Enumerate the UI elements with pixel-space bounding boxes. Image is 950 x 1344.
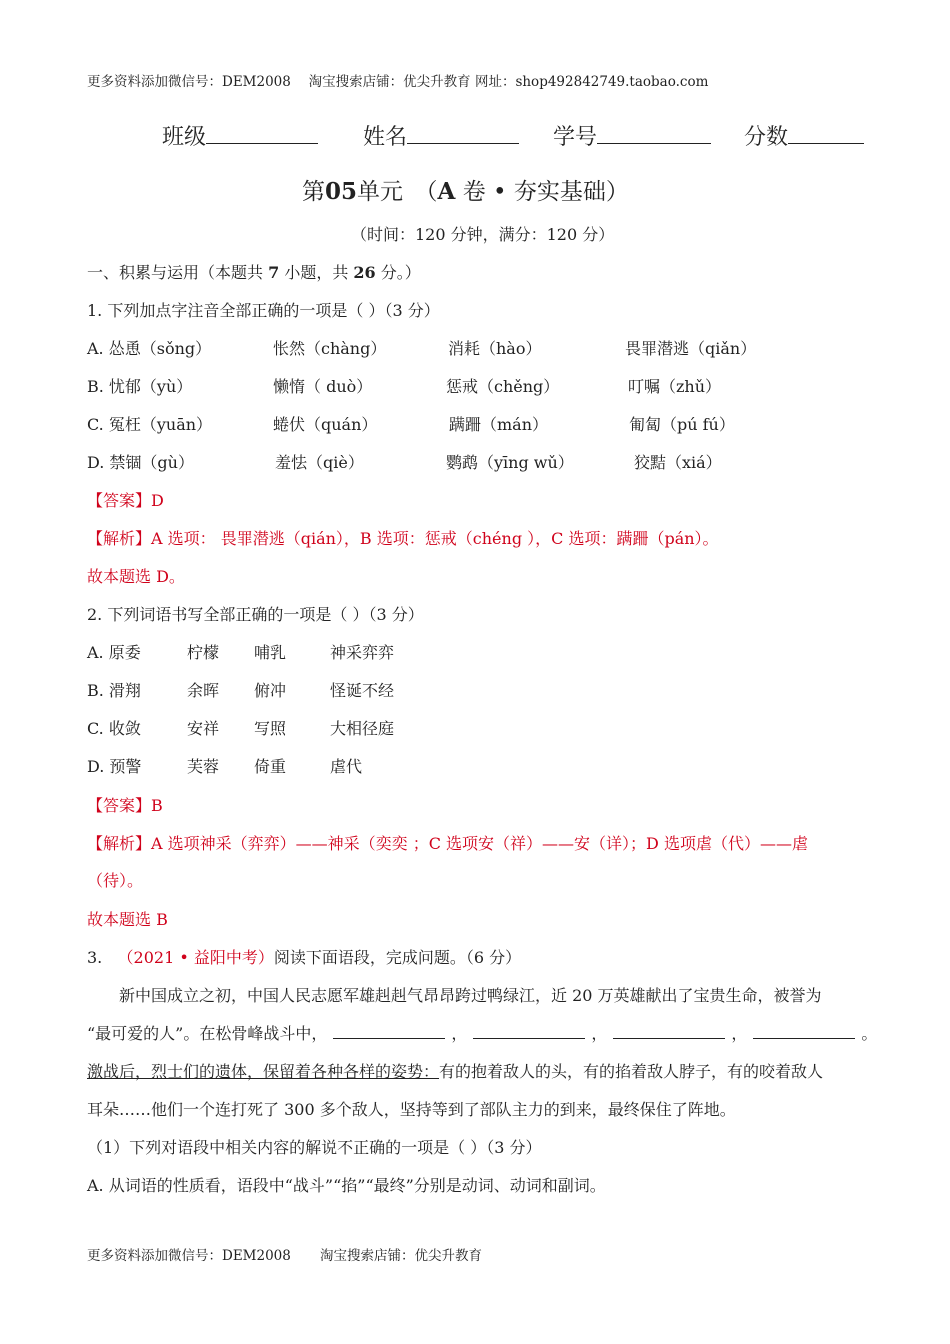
- q2-option-d[interactable]: [87, 754, 487, 776]
- field-score-blank[interactable]: [788, 121, 864, 144]
- q3-para-line3: [87, 1059, 823, 1082]
- option-item: 消耗（hào）: [448, 339, 542, 358]
- field-class-label: 班级: [162, 125, 207, 150]
- title-rest: 卷 • 夯实基础）: [462, 179, 629, 205]
- blank-3[interactable]: [613, 1022, 725, 1039]
- q1-answer: 【答案】D: [87, 491, 164, 510]
- option-item: 懒惰（ duò）: [273, 377, 373, 396]
- q2-analysis-line1: 【解析】A 选项神采（弈弈）——神采（奕奕 ；C 选项安（祥）——安（详）；D 选项虐（代）——虐: [87, 834, 808, 853]
- sep: ，: [451, 1024, 468, 1043]
- q2-option-b[interactable]: [87, 678, 487, 700]
- option-item: 匍匐（pú fú）: [629, 415, 735, 434]
- blank-4[interactable]: [753, 1022, 855, 1039]
- option-item: 怅然（chàng）: [273, 339, 387, 358]
- field-id-label: 学号: [553, 125, 598, 150]
- q3-sub1-stem: （1）下列对语段中相关内容的解说不正确的一项是（ ）（3 分）: [87, 1138, 542, 1157]
- title-a: A: [437, 178, 456, 205]
- field-name-label: 姓名: [363, 125, 408, 150]
- field-class-blank[interactable]: [206, 121, 318, 144]
- section-post: 分。）: [375, 263, 421, 282]
- option-item: 余晖: [187, 681, 220, 700]
- q3-stem-text: 阅读下面语段，完成问题。（6 分）: [273, 948, 522, 967]
- q3-stem: [87, 945, 521, 968]
- option-item: 惩戒（chěng）: [446, 377, 560, 396]
- option-item: 大相径庭: [330, 719, 395, 738]
- option-item: D. 禁锢（gù）: [87, 453, 194, 472]
- option-item: C. 冤枉（yuān）: [87, 415, 213, 434]
- option-item: D. 预警: [87, 757, 142, 776]
- option-item: 写照: [254, 719, 287, 738]
- title-prefix: 第: [302, 179, 325, 205]
- q3-sub1-option-a[interactable]: A. 从词语的性质看，语段中“战斗”“掐”“最终”分别是动词、动词和副词。: [87, 1176, 606, 1195]
- section-n2: 26: [353, 263, 376, 282]
- q3-para-line4: 耳朵……他们一个连打死了 300 多个敌人，坚持等到了部队主力的到来，最终保住了阵地。: [87, 1100, 736, 1119]
- q1-option-a[interactable]: [87, 336, 867, 358]
- q1-option-b[interactable]: [87, 374, 867, 396]
- option-item: A. 怂恿（sǒng）: [87, 339, 212, 358]
- option-item: C. 收敛: [87, 719, 141, 738]
- option-item: B. 忧郁（yù）: [87, 377, 193, 396]
- q2-option-c[interactable]: [87, 716, 487, 738]
- title-unit: 单元: [357, 179, 404, 205]
- q3-para-line2: [87, 1021, 877, 1044]
- q2-stem: 2. 下列词语书写全部正确的一项是（ ）（3 分）: [87, 605, 424, 624]
- q1-analysis: 【解析】A 选项： 畏罪潜逃（qián），B 选项：惩戒（chéng ），C 选项：蹒跚（pán）。: [87, 529, 719, 548]
- field-id: [553, 120, 711, 151]
- q3-number: 3.: [87, 948, 103, 967]
- option-item: A. 原委: [87, 643, 141, 662]
- option-item: 蹒跚（mán）: [449, 415, 549, 434]
- option-item: 鹦鹉（yīng wǔ）: [446, 453, 574, 472]
- q1-option-d[interactable]: [87, 450, 867, 472]
- q3-para3-rest: 有的抱着敌人的头，有的掐着敌人脖子，有的咬着敌人: [439, 1062, 824, 1081]
- sep: ，: [731, 1024, 748, 1043]
- option-item: 蜷伏（quán）: [273, 415, 378, 434]
- section-pre: 一、积累与运用（本题共: [87, 263, 269, 282]
- q1-stem: 1. 下列加点字注音全部正确的一项是（ ）（3 分）: [87, 301, 440, 320]
- footer-left: 更多资料添加微信号：DEM2008: [87, 1248, 291, 1264]
- footer-right: 淘宝搜索店铺：优尖升教育: [320, 1248, 482, 1264]
- sep: 。: [861, 1024, 878, 1043]
- q1-option-c[interactable]: [87, 412, 867, 434]
- time-line: （时间：120 分钟，满分：120 分）: [351, 225, 615, 244]
- option-item: 畏罪潜逃（qiǎn）: [625, 339, 757, 358]
- q2-conclusion: 故本题选 B: [87, 910, 168, 929]
- option-item: 柠檬: [187, 643, 220, 662]
- option-item: 虐代: [330, 757, 363, 776]
- option-item: 怪诞不经: [330, 681, 395, 700]
- q3-para-line1: 新中国成立之初，中国人民志愿军雄赳赳气昂昂跨过鸭绿江，近 20 万英雄献出了宝贵生命，被誉为: [119, 986, 822, 1005]
- q2-answer: 【答案】B: [87, 796, 163, 815]
- section-mid: 小题，共: [279, 263, 354, 282]
- option-item: 哺乳: [254, 643, 287, 662]
- field-name: [363, 120, 519, 151]
- option-item: 芙蓉: [187, 757, 220, 776]
- option-item: 叮嘱（zhǔ）: [628, 377, 722, 396]
- page-title: [302, 173, 629, 206]
- field-score-label: 分数: [744, 125, 789, 150]
- sep: ，: [591, 1024, 608, 1043]
- option-item: 羞怯（qiè）: [275, 453, 364, 472]
- option-item: 俯冲: [254, 681, 287, 700]
- q3-para2-text: “最可爱的人”。在松骨峰战斗中，: [87, 1024, 328, 1043]
- section-n1: 7: [268, 263, 280, 282]
- option-item: 神采弈弈: [330, 643, 395, 662]
- q2-analysis-line2: （待）。: [87, 871, 144, 890]
- option-item: B. 滑翔: [87, 681, 141, 700]
- q3-source: （2021 • 益阳中考）: [117, 948, 274, 967]
- q1-conclusion: 故本题选 D。: [87, 567, 185, 586]
- underlined-sentence: 激战后，烈士们的遗体，保留着各种各样的姿势：: [87, 1062, 440, 1081]
- title-paren: （: [426, 179, 438, 205]
- field-class: [162, 120, 318, 151]
- blank-1[interactable]: [333, 1022, 445, 1039]
- field-name-blank[interactable]: [407, 121, 519, 144]
- field-id-blank[interactable]: [597, 121, 711, 144]
- page-header: 更多资料添加微信号：DEM2008 淘宝搜索店铺：优尖升教育 网址：shop492842749.taobao.com: [87, 74, 709, 90]
- option-item: 安祥: [187, 719, 220, 738]
- option-item: 狡黠（xiá）: [634, 453, 722, 472]
- option-item: 倚重: [254, 757, 287, 776]
- blank-2[interactable]: [473, 1022, 585, 1039]
- title-num: 05: [325, 178, 358, 205]
- q2-option-a[interactable]: [87, 640, 487, 662]
- field-score: [744, 120, 864, 151]
- section-heading: [87, 260, 421, 283]
